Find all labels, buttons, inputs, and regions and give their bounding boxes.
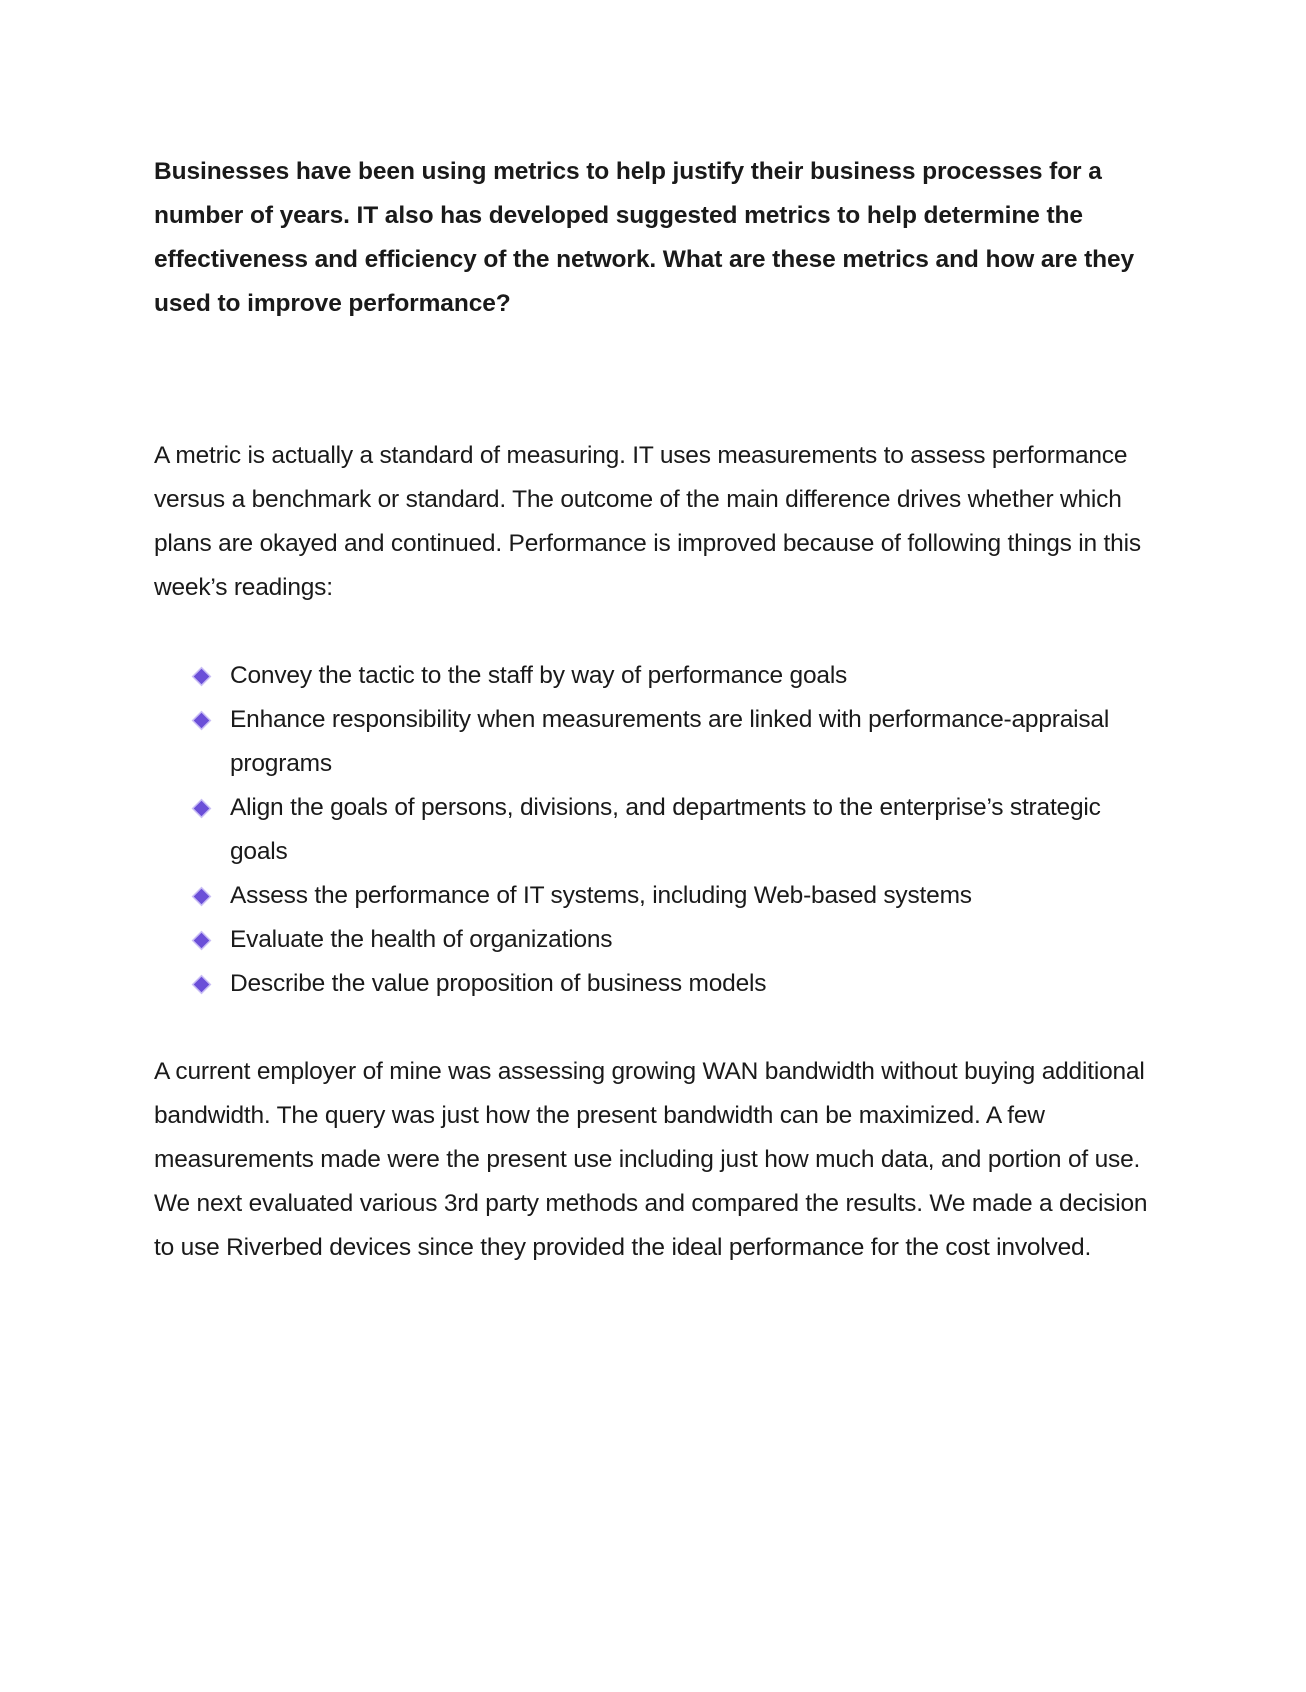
list-item-text: Align the goals of persons, divisions, and departments to the enterprise’s strategic goals xyxy=(230,794,1101,865)
diamond-bullet-icon xyxy=(194,933,210,949)
question-heading: Businesses have been using metrics to help justify their business processes for a number of years. IT also has developed suggested metrics to help determine the effectiveness and efficiency of the network. What are these metrics and how are they used to improve performance? xyxy=(154,158,1135,317)
list-item-text: Assess the performance of IT systems, including Web-based systems xyxy=(230,882,972,909)
list-item xyxy=(196,698,1164,786)
bullet-list xyxy=(154,654,1164,1006)
paragraph-metric-definition: A metric is actually a standard of measuring. IT uses measurements to assess performance versus a benchmark or standard. The outcome of the main difference drives whether which plans are okayed and continued. Performance is improved because of following things in this week’s readings: xyxy=(154,442,1141,601)
list-item xyxy=(196,786,1164,874)
diamond-bullet-icon xyxy=(194,669,210,685)
list-item xyxy=(196,654,1164,698)
paragraph-employer-example: A current employer of mine was assessing growing WAN bandwidth without buying additional bandwidth. The query was just how the present bandwidth can be maximized. A few measurements made were the present use including just how much data, and portion of use. We next evaluated various 3rd party methods and compared the results. We made a decision to use Riverbed devices since they provided the ideal performance for the cost involved. xyxy=(154,1058,1148,1261)
diamond-bullet-icon xyxy=(194,713,210,729)
list-item-text: Evaluate the health of organizations xyxy=(230,926,613,953)
diamond-bullet-icon xyxy=(194,889,210,905)
list-item-text: Convey the tactic to the staff by way of performance goals xyxy=(230,662,848,689)
document-body xyxy=(154,150,1164,1270)
list-item-text: Enhance responsibility when measurements are linked with performance-appraisal programs xyxy=(230,706,1110,777)
list-item xyxy=(196,918,1164,962)
diamond-bullet-icon xyxy=(194,977,210,993)
list-item-text: Describe the value proposition of business models xyxy=(230,970,767,997)
list-item xyxy=(196,874,1164,918)
diamond-bullet-icon xyxy=(194,801,210,817)
list-item xyxy=(196,962,1164,1006)
